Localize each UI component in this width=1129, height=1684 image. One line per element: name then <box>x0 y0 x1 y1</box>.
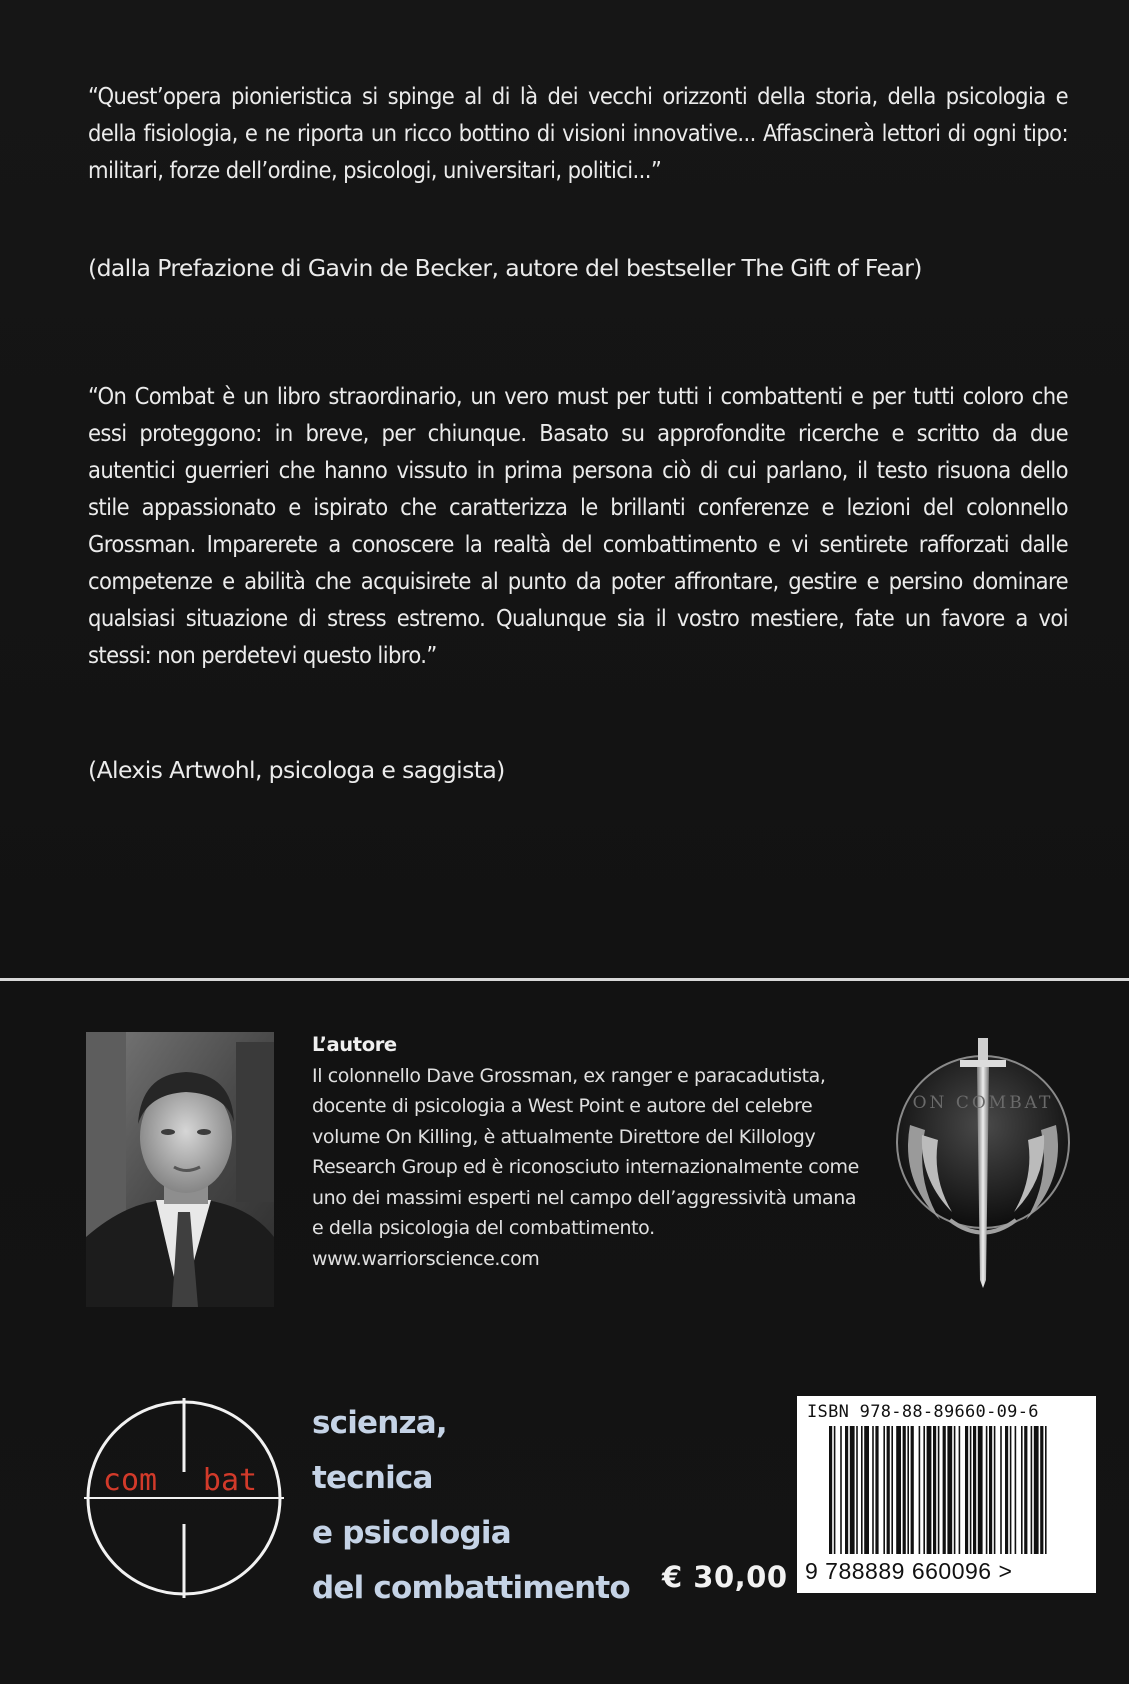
quote-attribution-2: (Alexis Artwohl, psicologa e saggista) <box>88 756 505 784</box>
price-label: € 30,00 <box>662 1560 788 1594</box>
author-photo <box>86 1032 274 1307</box>
author-section <box>312 1030 872 1274</box>
slogan-line-2: tecnica <box>312 1460 433 1496</box>
logo-text-right: bat <box>202 1463 258 1498</box>
divider-line <box>0 978 1129 981</box>
slogan-line-3: e psicologia <box>312 1515 511 1551</box>
quote-gavin-de-becker: “Quest’opera pionieristica si spinge al di là dei vecchi orizzonti della storia, della psicologia e della fisiologia, e ne riporta un ricco bottino di visioni innovative... Affascinerà lettori di ogni tipo: militari, forze dell’ordine, psicologi, universitari, politici...” <box>88 82 1068 184</box>
isbn-barcode <box>797 1396 1096 1593</box>
slogan-line-4: del combattimento <box>312 1570 630 1606</box>
quote-attribution-1: (dalla Prefazione di Gavin de Becker, autore del bestseller The Gift of Fear) <box>88 254 922 282</box>
portrait-illustration <box>86 1032 274 1307</box>
author-website-link[interactable]: www.warriorscience.com <box>312 1247 540 1270</box>
barcode-digits: 9 788889 660096 > <box>805 1558 1013 1584</box>
slogan-line-1: scienza, <box>312 1405 447 1441</box>
quote-alexis-artwohl: “On Combat è un libro straordinario, un vero must per tutti i combattenti e per tutti coloro che essi proteggono: in breve, per chiunque. Basato su approfondite ricerche e scritto da due autentici guerrieri che hanno vissuto in prima persona ciò di cui parlano, il testo risuona dello stile appassionato e ispirato che caratterizza le brillanti conferenze e lezioni del colonnello Grossman. Imparerete a conoscere la realtà del combattimento e vi sentirete rafforzati dalle competenze e abilità che acquisirete al punto da poter affrontare, gestire e persino dominare qualsiasi situazione di stress estremo. Qualunque sia il vostro mestiere, fate un favore a voi stessi: non perdetevi questo libro.” <box>88 382 1068 669</box>
isbn-text: ISBN 978-88-89660-09-6 <box>807 1402 1039 1422</box>
author-heading: L’autore <box>312 1033 397 1056</box>
series-slogan <box>312 1396 630 1616</box>
crosshair-logo-icon <box>84 1398 284 1598</box>
author-bio: Il colonnello Dave Grossman, ex ranger e paracadutista, docente di psicologia a West Point e autore del celebre volume On Killing, è attualmente Direttore del Killology Research Group ed è riconosciuto internazionalmente come uno dei massimi esperti nel campo dell’aggressività umana e della psicologia del combattimento. <box>312 1064 859 1239</box>
logo-text-left: com <box>102 1463 158 1498</box>
emblem-text: ON COMBAT <box>912 1093 1054 1113</box>
winged-sword-emblem-icon <box>880 1030 1090 1290</box>
